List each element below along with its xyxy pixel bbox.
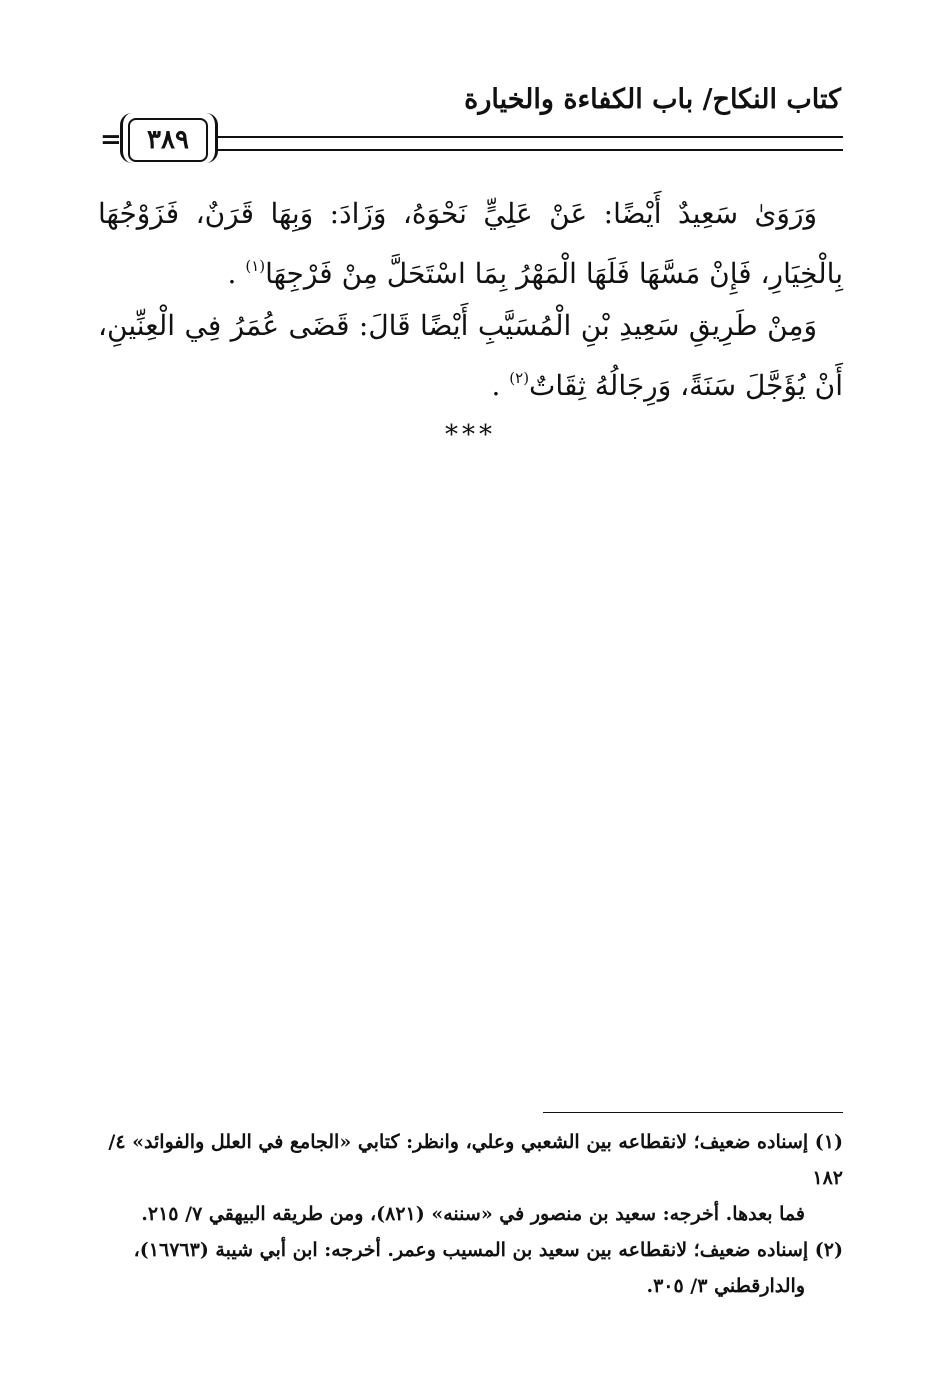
paragraph-1-tail: .: [227, 257, 246, 290]
footnote-2: [98, 1232, 843, 1304]
paragraph-2: [98, 300, 843, 412]
main-text: [98, 188, 843, 412]
footnote-ref-2: (٢): [509, 369, 530, 387]
paragraph-2-text: وَمِنْ طَرِيقِ سَعِيدِ بْنِ الْمُسَيَّبِ أَيْضًا قَالَ: قَضَى عُمَرُ فِي الْعِنِّينِ، أَنْ يُؤَجَّلَ سَنَةً، وَرِجَالُهُ ثِقَاتٌ: [98, 309, 843, 402]
footnote-1-line1: (١) إسناده ضعيف؛ لانقطاعه بين الشعبي وعلي، وانظر: كتابي «الجامع في العلل والفوائد» ٤/ ١٨٢: [108, 1131, 843, 1189]
running-header-title: كتاب النكاح/ باب الكفاءة والخيارة: [464, 84, 841, 115]
section-separator: ***: [445, 420, 496, 450]
footnote-2-line2: والدارقطني ٣/ ٣٠٥.: [646, 1275, 805, 1297]
paragraph-1-text: وَرَوَىٰ سَعِيدٌ أَيْضًا: عَنْ عَلِيٍّ نَحْوَهُ، وَزَادَ: وَبِهَا قَرَنٌ، فَزَوْجُهَا بِالْخِيَارِ، فَإِنْ مَسَّهَا فَلَهَا الْمَهْرُ بِمَا اسْتَحَلَّ مِنْ فَرْجِهَا: [98, 197, 843, 290]
footnote-1: [98, 1124, 843, 1232]
footnote-rule: [543, 1112, 843, 1113]
footnote-2-line1: (٢) إسناده ضعيف؛ لانقطاعه بين سعيد بن المسيب وعمر. أخرجه: ابن أبي شيبة (١٦٧٦٣)،: [133, 1239, 843, 1261]
paragraph-2-tail: .: [491, 369, 510, 402]
paragraph-1: [98, 188, 843, 300]
footnote-1-line2: فما بعدها. أخرجه: سعيد بن منصور في «سننه» (٨٢١)، ومن طريقه البيهقي ٧/ ٢١٥.: [141, 1203, 805, 1225]
header-mark: =: [100, 125, 122, 155]
footnotes: [98, 1124, 843, 1304]
header-double-rule: [215, 136, 843, 151]
page-number: ٣٨٩: [128, 118, 208, 162]
footnote-ref-1: (١): [245, 257, 266, 275]
